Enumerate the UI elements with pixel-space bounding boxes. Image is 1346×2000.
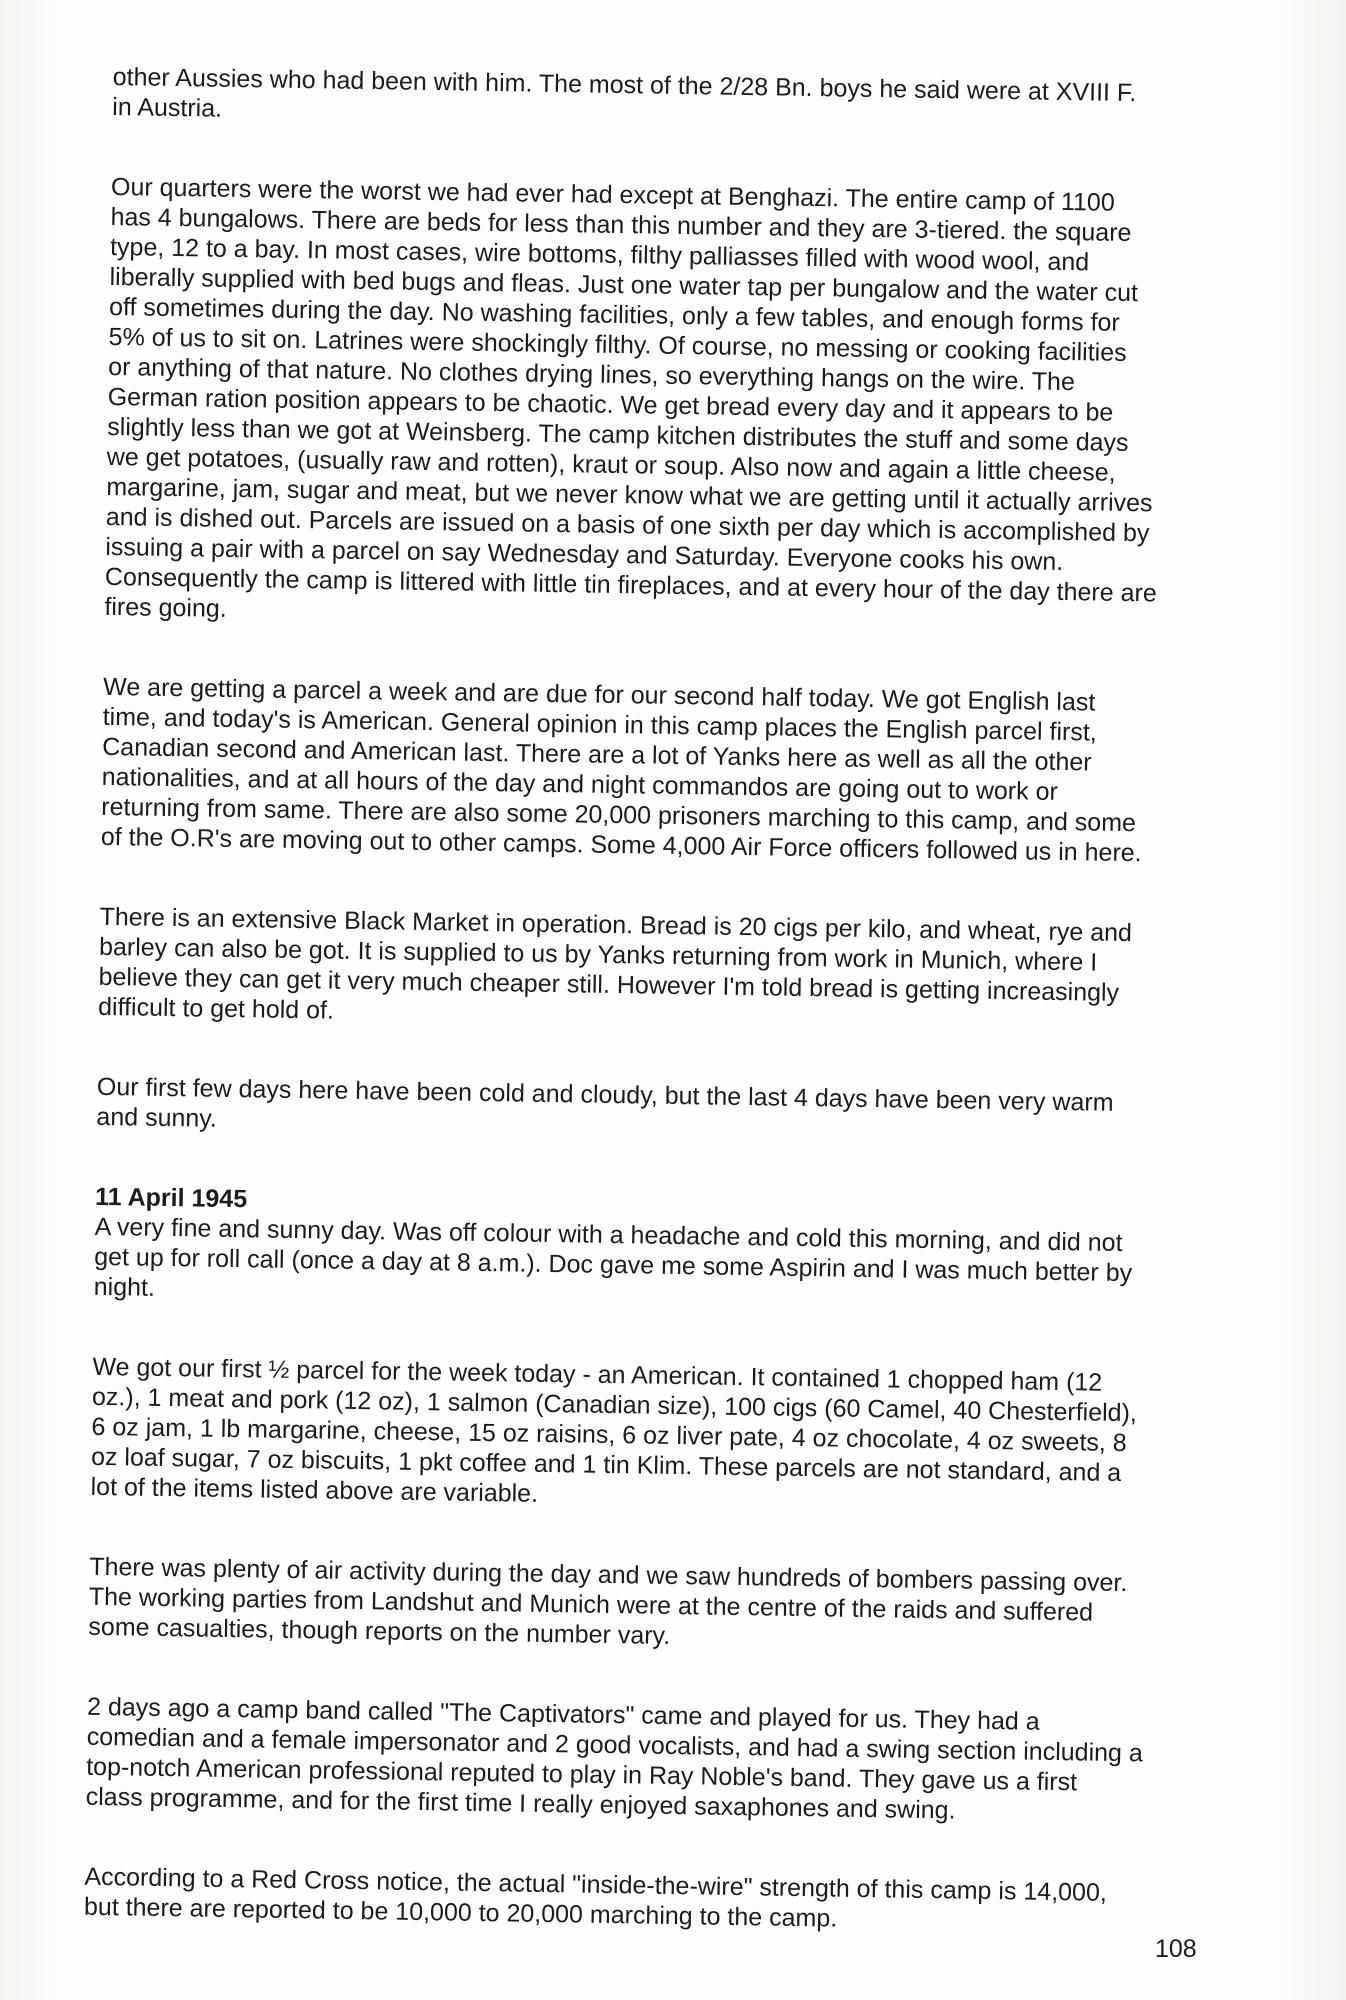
paragraph-quarters: Our quarters were the worst we had ever had except at Benghazi. The entire camp of 1100 has 4 bungalows. There are beds for less than this number and they are 3-tiered. the square type, 12 to a bay. In most cases, wire bottoms, filthy palliasses filled with wood wool, and liberally supplied with bed bugs and fleas. Just one water tap per bungalow and the water cut off sometimes during the day. No washing facilities, only a few tables, and enough forms for 5% of us to sit on. Latrines were shockingly filthy. Of course, no messing or cooking facilities or anything of that nature. No clothes drying lines, so everything hangs on the wire. The German ration position appears to be chaotic. We get bread every day and it appears to be slightly less than we got at Weinsberg. The camp kitchen distributes the stuff and some days we get potatoes, (usually raw and rotten), kraut or soup. Also now and again a little cheese, margarine, jam, sugar and meat, but we never know what we are getting until it actually arrives and is dished out. Parcels are issued on a basis of one sixth per day which is accomplished by issuing a pair with a parcel on say Wednesday and Saturday. Everyone cooks his own. Consequently the camp is littered with little tin fireplaces, and at every hour of the day there are fires going. [104, 172, 1157, 623]
paragraph-half-parcel: We got our first ½ parcel for the week today - an American. It contained 1 chopped ham (12 oz.), 1 meat and pork (12 oz), 1 salmon (Canadian size), 100 cigs (60 Camel, 40 Chesterfield), 6 oz jam, 1 lb margarine, cheese, 15 oz raisins, 6 oz liver pate, 4 oz chocolate, 4 oz sweets, 8 oz loaf sugar, 7 oz biscuits, 1 pkt coffee and 1 tin Klim. These parcels are not standard, and a lot of the items listed above are variable. [90, 1352, 1138, 1508]
paragraph-parcels: We are getting a parcel a week and are due for our second half today. We got English last time, and today's is American. General opinion in this camp places the English parcel first, Canadian second and American last. There are a lot of Yanks here as well as all the other nationalities, and at all hours of the day and night commandos are going out to work or returning from same. There are also some 20,000 prisoners marching to this camp, and some of the O.R's are moving out to other camps. Some 4,000 Air Force officers followed us in here. [100, 672, 1142, 868]
paragraph-black-market: There is an extensive Black Market in operation. Bread is 20 cigs per kilo, and wheat, rye and barley can also be got. It is supplied to us by Yanks returning from work in Munich, where I believe they can get it very much cheaper still. However I'm told bread is getting increasingly difficult to get hold of. [97, 902, 1133, 1025]
paragraph-weather: Our first few days here have been cold and cloudy, but the last 4 days have been very warm and sunny. [96, 1072, 1114, 1133]
entry-date-heading: 11 April 1945 [94, 1182, 248, 1214]
paragraph-camp-band: 2 days ago a camp band called "The Captivators" came and played for us. They had a comedian and a female impersonator and 2 good vocalists, and had a swing section including a top-notch American professional reputed to play in Ray Noble's band. They gave us a first class programme, and for the first time I really enjoyed saxaphones and swing. [85, 1692, 1143, 1825]
paragraph-air-activity: There was plenty of air activity during the day and we saw hundreds of bombers passing over. The working parties from Landshut and Munich were at the centre of the raids and suffered some casualties, though reports on the number vary. [88, 1552, 1128, 1650]
diary-entry [84, 1182, 1257, 1940]
page-body [84, 62, 1275, 1940]
page-number: 108 [1155, 1935, 1197, 1963]
paragraph-aussies: other Aussies who had been with him. The most of the 2/28 Bn. boys he said were at XVIII F. in Austria. [112, 62, 1137, 123]
paragraph-red-cross: According to a Red Cross notice, the actual "inside-the-wire" strength of this camp is 14,000, but there are reported to be 10,000 to 20,000 marching to the camp. [83, 1862, 1108, 1933]
entry-first-paragraph: A very fine and sunny day. Was off colour with a headache and cold this morning, and did not get up for roll call (once a day at 8 a.m.). Doc gave me some Aspirin and I was much better by night. [93, 1212, 1133, 1302]
